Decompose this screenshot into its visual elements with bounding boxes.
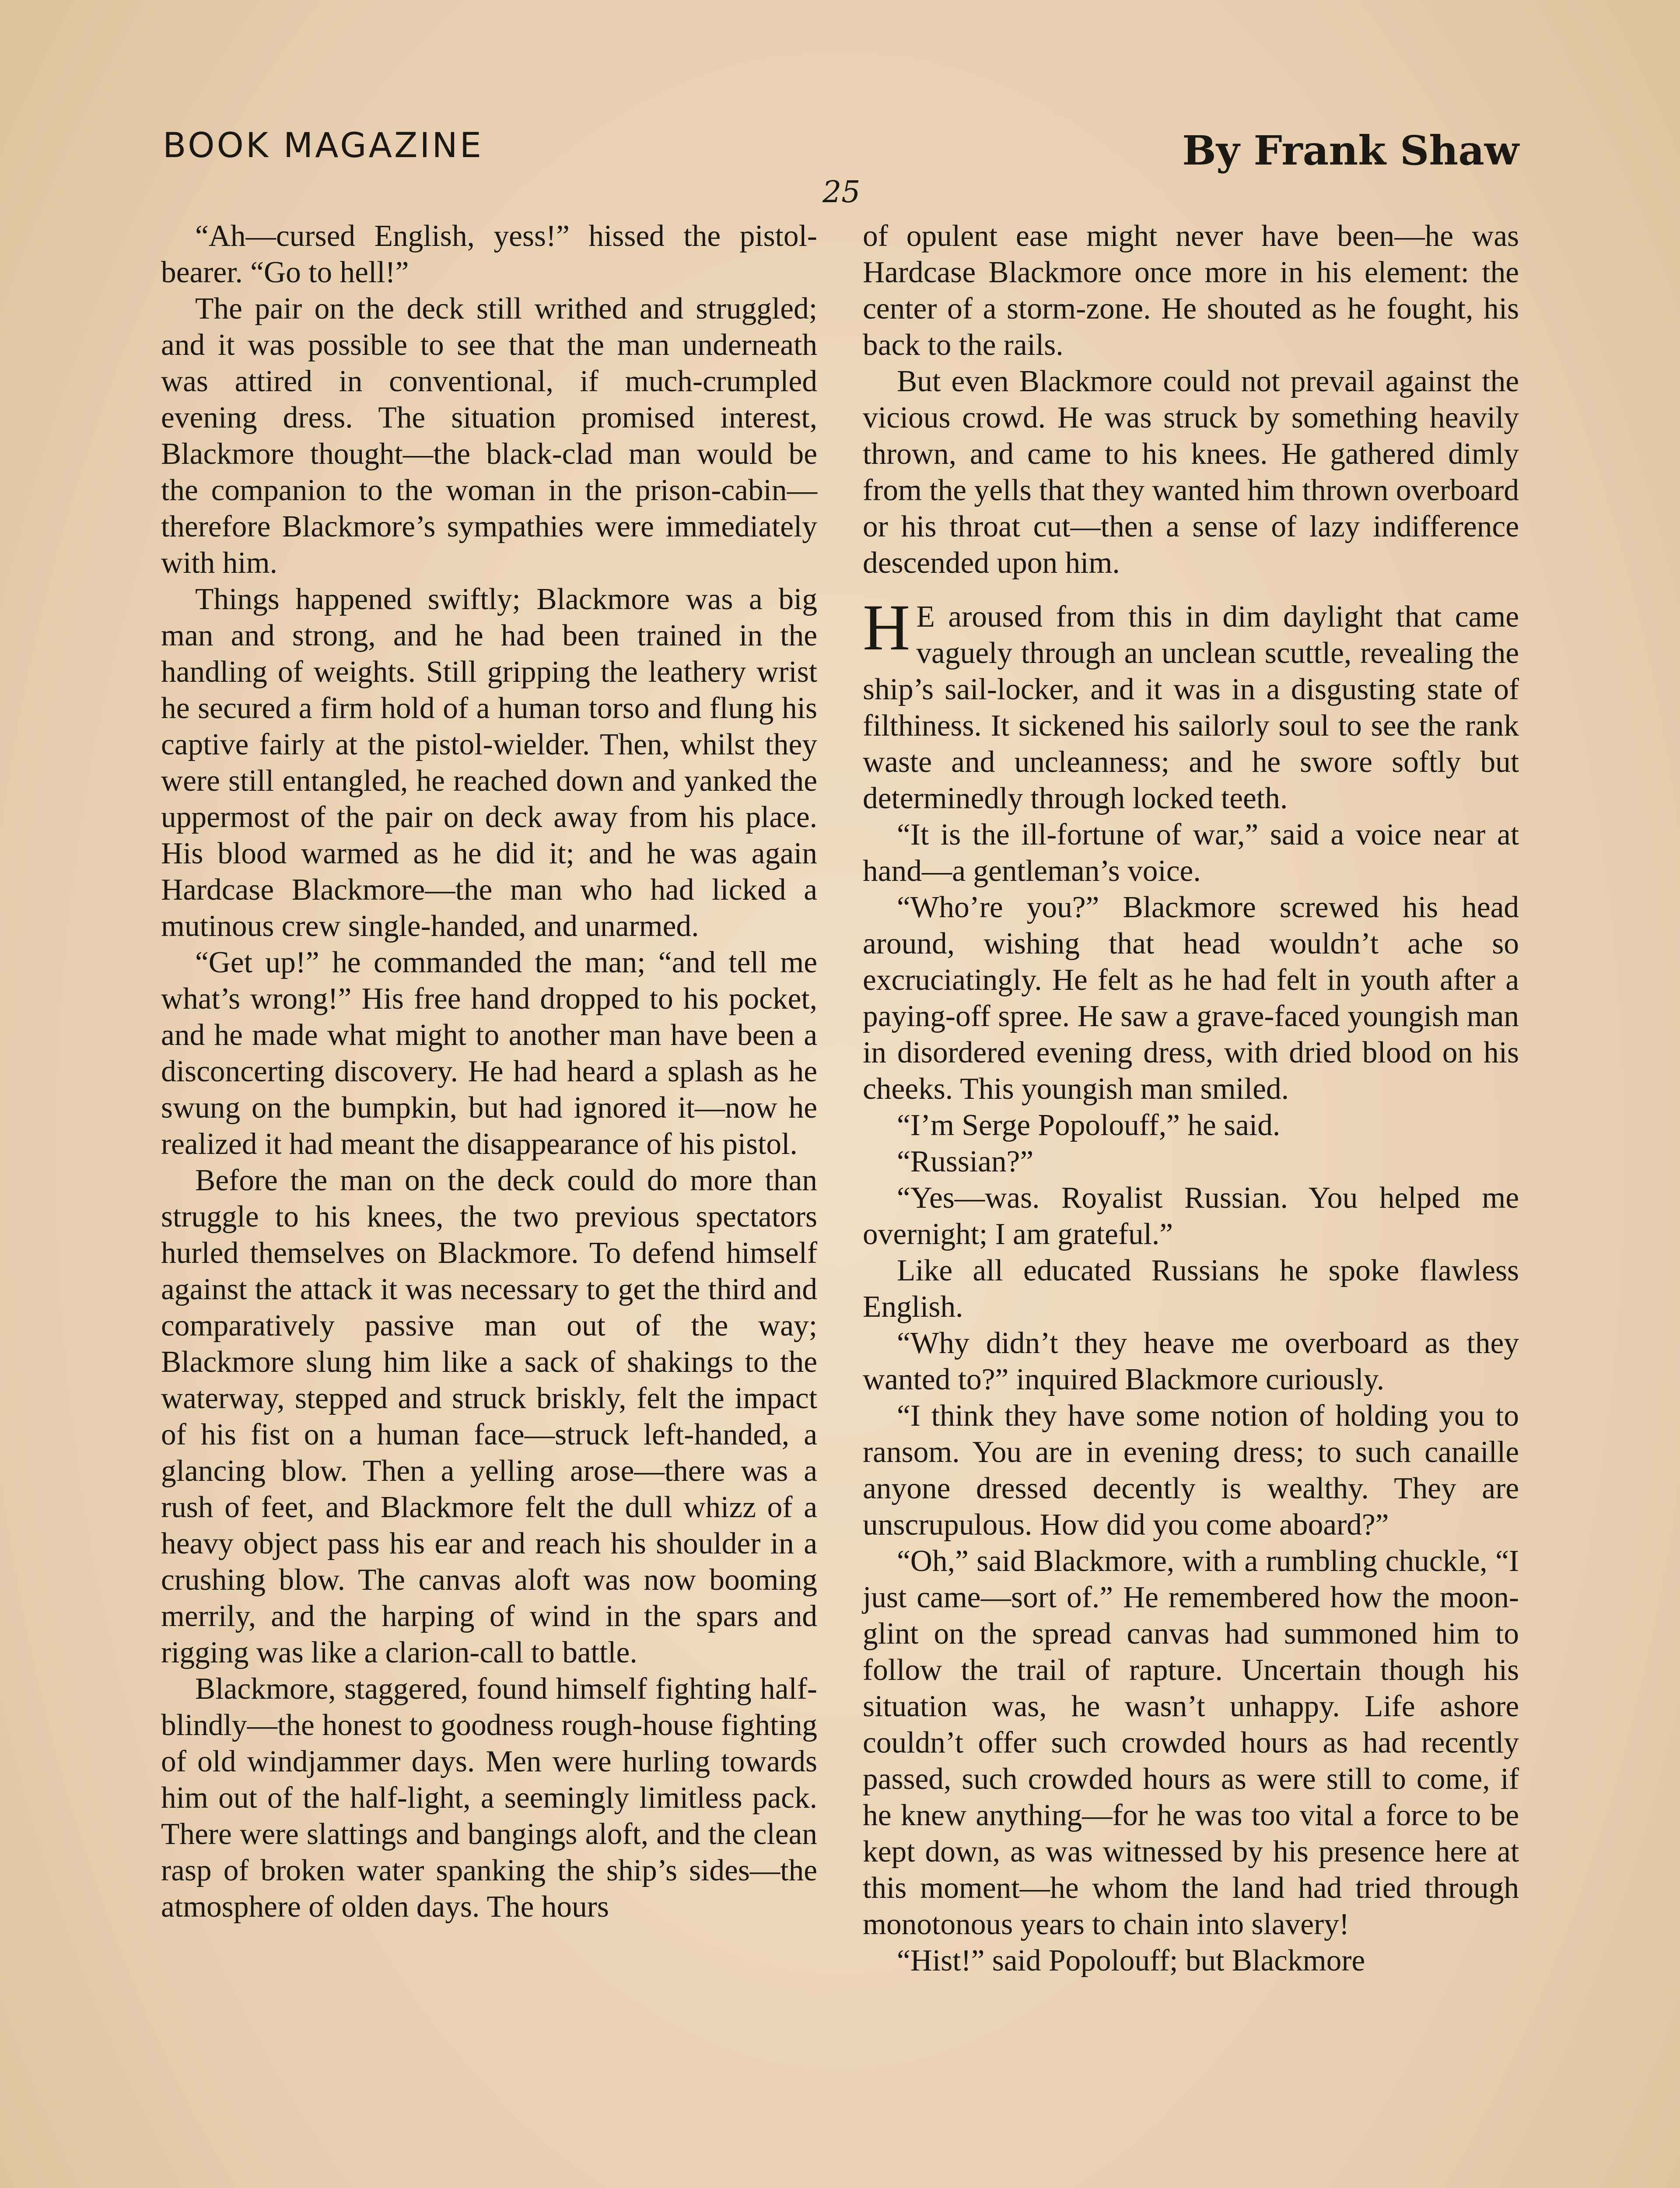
paragraph: “Why didn’t they heave me overboard as they wanted to?” inquired Blackmore curiously. [863, 1326, 1519, 1396]
paragraph-continuation: of opulent ease might never have been—he was Hardcase Blackmore once more in his element: the center of a storm-zone. He shouted as he fought, his back to the rails. [863, 219, 1519, 362]
running-head-author: By Frank Shaw [1182, 127, 1519, 174]
paragraph: “I’m Serge Popolouff,” he said. [897, 1108, 1281, 1142]
drop-cap: H [863, 591, 910, 664]
paragraph: “Ah—cursed English, yess!” hissed the pistol-bearer. “Go to hell!” [161, 219, 817, 289]
paragraph: Things happened swiftly; Blackmore was a big man and strong, and he had been trained in the handling of weights. Still gripping the leathery wrist he secured a firm hold of a human torso and flung his captive fairly at the pistol-wielder. Then, whilst they were still entangled, he reached down and yanked the uppermost of the pair on deck away from his place. His blood warmed as he did it; and he was again Hardcase Blackmore—the man who had licked a mutinous crew single-handed, and unarmed. [161, 582, 817, 943]
paragraph: “Oh,” said Blackmore, with a rumbling chuckle, “I just came—sort of.” He remembered how the moon-glint on the spread canvas had summoned him to follow the trail of rapture. Uncertain though his situation was, he wasn’t unhappy. Life ashore couldn’t offer such crowded hours as had recently passed, such crowded hours as were still to come, if he knew anything—for he was too vital a force to be kept down, as was witnessed by his presence here at this moment—he whom the land had tried through monotonous years to chain into slavery! [863, 1544, 1519, 1941]
paragraph: “Get up!” he commanded the man; “and tell me what’s wrong!” His free hand dropped to his pocket, and he made what might to another man have been a disconcerting discovery. He had heard a splash as he swung on the bumpkin, but had ignored it—now he realized it had meant the disappearance of his pistol. [161, 946, 817, 1161]
paragraph: “Russian?” [897, 1145, 1034, 1178]
page-number: 25 [822, 175, 861, 210]
section-opening-text: E aroused from this in dim daylight that came vaguely through an unclean scuttle, revealing the ship’s sail-locker, and it was in a disgusting state of filthiness. It sickened his sailorly soul to see the rank waste and uncleanness; and he swore softly but determinedly through locked teeth. [863, 600, 1519, 815]
paragraph: But even Blackmore could not prevail against the vicious crowd. He was struck by something heavily thrown, and came to his knees. He gathered dimly from the yells that they wanted him thrown overboard or his throat cut—then a sense of lazy indifference descended upon him. [863, 365, 1519, 580]
paragraph: “I think they have some notion of holding you to ransom. You are in evening dress; to such canaille anyone dressed decently is wealthy. They are unscrupulous. How did you come aboard?” [863, 1399, 1519, 1542]
paragraph: “Hist!” said Popolouff; but Blackmore [897, 1944, 1365, 1978]
paragraph: “Who’re you?” Blackmore screwed his head around, wishing that head wouldn’t ache so excruciatingly. He felt as he had felt in youth after a paying-off spree. He saw a grave-faced youngish man in disordered evening dress, with dried blood on his cheeks. This youngish man smiled. [863, 891, 1519, 1106]
paragraph: “It is the ill-fortune of war,” said a voice near at hand—a gentleman’s voice. [863, 818, 1519, 888]
paragraph: The pair on the deck still writhed and struggled; and it was possible to see that the man underneath was attired in conventional, if much-crumpled evening dress. The situation promised interest, Blackmore thought—the black-clad man would be the companion to the woman in the prison-cabin—therefore Blackmore’s sympathies were immediately with him. [161, 292, 817, 580]
paragraph: Like all educated Russians he spoke flawless English. [863, 1254, 1519, 1324]
paragraph: Before the man on the deck could do more than struggle to his knees, the two previous spectators hurled themselves on Blackmore. To defend himself against the attack it was necessary to get the third and comparatively passive man out of the way; Blackmore slung him like a sack of shakings to the waterway, stepped and struck briskly, felt the impact of his fist on a human face—struck left-handed, a glancing blow. Then a yelling arose—there was a rush of feet, and Blackmore felt the dull whizz of a heavy object pass his ear and reach his shoulder in a crushing blow. The canvas aloft was now booming merrily, and the harping of wind in the spars and rigging was like a clarion-call to battle. [161, 1164, 817, 1669]
paragraph: “Yes—was. Royalist Russian. You helped me overnight; I am grateful.” [863, 1181, 1519, 1251]
section-opening-paragraph [863, 591, 1519, 817]
paragraph: Blackmore, staggered, found himself fighting half-blindly—the honest to goodness rough-house fighting of old windjammer days. Men were hurling towards him out of the half-light, a seemingly limitless pack. There were slattings and bangings aloft, and the clean rasp of broken water spanking the ship’s sides—the atmosphere of olden days. The hours [161, 1672, 817, 1924]
left-column [161, 218, 817, 1925]
right-column [863, 218, 1519, 1979]
running-head-title: BOOK MAGAZINE [163, 126, 484, 165]
